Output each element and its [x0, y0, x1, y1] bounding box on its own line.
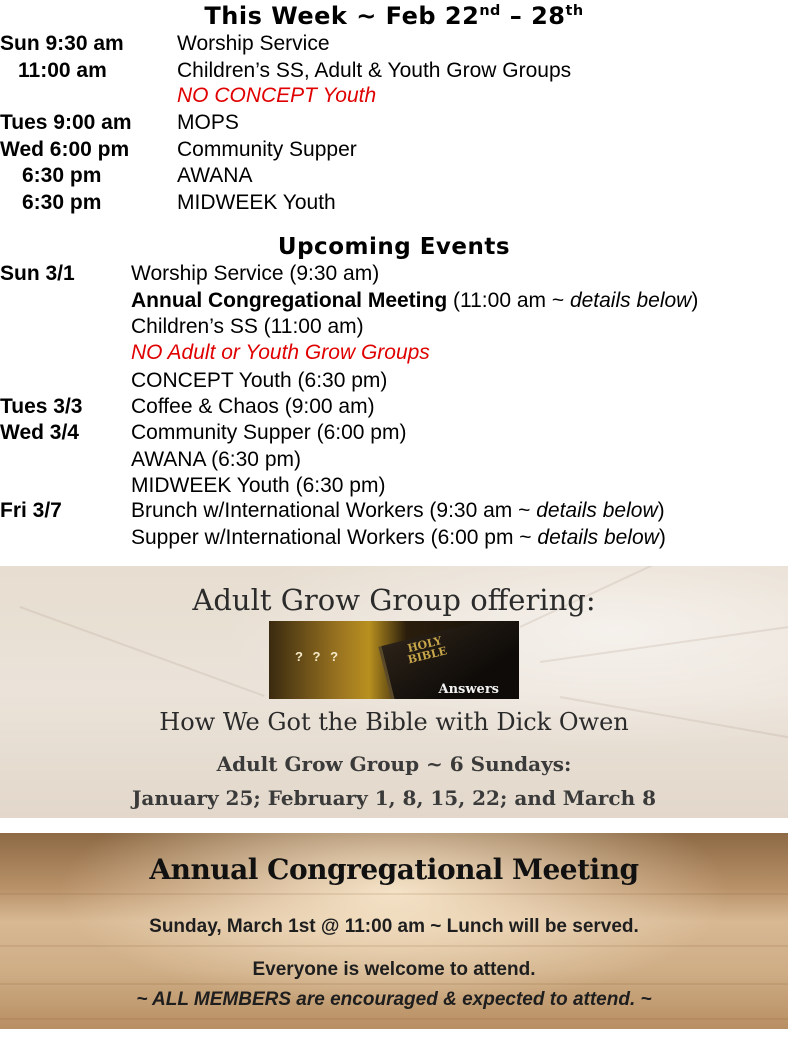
bible-answers-image — [269, 621, 519, 699]
upcoming-row-date: Wed 3/4 — [0, 421, 79, 444]
upcoming-row-date: Sun 3/1 — [0, 262, 75, 285]
annual-meeting-banner — [0, 833, 788, 1029]
upcoming-row-event — [131, 288, 698, 314]
wood-grain — [0, 1018, 788, 1020]
details-below-text: details below — [569, 289, 692, 312]
palm-leaf-decoration — [540, 625, 788, 663]
upcoming-row-event: Worship Service (9:30 am) — [131, 262, 380, 285]
upcoming-row-event: AWANA (6:30 pm) — [131, 448, 301, 471]
grow-banner-title: Adult Grow Group offering: — [192, 583, 596, 617]
week-row-time: Tues 9:00 am — [0, 111, 132, 134]
week-row-event: Children’s SS, Adult & Youth Grow Groups — [177, 59, 572, 82]
adult-grow-group-banner — [0, 566, 788, 818]
upcoming-events-heading: Upcoming Events — [277, 234, 511, 260]
upcoming-row-event: NO Adult or Youth Grow Groups — [131, 341, 430, 364]
close-paren: ) — [657, 499, 665, 522]
upcoming-row-date: Fri 3/7 — [0, 499, 62, 522]
upcoming-row-event: CONCEPT Youth (6:30 pm) — [131, 369, 388, 392]
event-text: Supper w/International Workers (6:00 pm ~ — [131, 526, 538, 549]
meeting-members-line: ~ ALL MEMBERS are encouraged & expected to attend. ~ — [136, 989, 652, 1010]
week-row-event: Community Supper — [177, 138, 357, 161]
meeting-welcome-line: Everyone is welcome to attend. — [252, 959, 536, 980]
holy-bible-cover-text: HOLY BIBLE — [406, 634, 449, 667]
week-row-event: Worship Service — [177, 32, 330, 55]
meeting-date-line: Sunday, March 1st @ 11:00 am ~ Lunch will be served. — [149, 916, 639, 937]
upcoming-row-event — [131, 525, 666, 551]
answers-label: Answers — [438, 682, 499, 697]
details-below-text: details below — [537, 526, 659, 549]
grow-banner-dates: January 25; February 1, 8, 15, 22; and March 8 — [131, 786, 657, 810]
meeting-event-name: Annual Congregational Meeting — [131, 289, 448, 312]
upcoming-row-event: Coffee & Chaos (9:00 am) — [131, 395, 375, 418]
close-paren: ) — [691, 289, 699, 312]
upcoming-row-event: MIDWEEK Youth (6:30 pm) — [131, 474, 386, 497]
week-row-time: Sun 9:30 am — [0, 32, 124, 55]
details-below-text: details below — [536, 499, 658, 522]
week-row-event: MIDWEEK Youth — [177, 191, 336, 214]
wood-grain — [0, 945, 788, 947]
week-row-time: Wed 6:00 pm — [0, 138, 130, 161]
this-week-heading: This Week ~ Feb 22nd – 28th — [204, 2, 584, 30]
upcoming-row-event: Children’s SS (11:00 am) — [131, 315, 364, 338]
week-row-event: MOPS — [177, 111, 239, 134]
close-paren: ) — [658, 526, 666, 549]
grow-banner-schedule-heading: Adult Grow Group ~ 6 Sundays: — [216, 752, 572, 776]
question-marks: ? ? ? — [295, 649, 342, 664]
upcoming-row-event: Community Supper (6:00 pm) — [131, 421, 407, 444]
week-row-time: 6:30 pm — [22, 164, 102, 187]
week-row-event: AWANA — [177, 164, 253, 187]
meeting-banner-title: Annual Congregational Meeting — [149, 853, 639, 886]
week-row-time: 6:30 pm — [22, 191, 102, 214]
event-time-text: (11:00 am ~ — [447, 289, 570, 312]
upcoming-row-date: Tues 3/3 — [0, 395, 83, 418]
week-row-time: 11:00 am — [18, 59, 107, 82]
palm-leaf-decoration — [20, 606, 265, 697]
upcoming-row-event — [131, 498, 665, 524]
event-text: Brunch w/International Workers (9:30 am ~ — [131, 499, 537, 522]
wood-grain — [0, 893, 788, 895]
week-row-event: NO CONCEPT Youth — [177, 84, 377, 107]
grow-banner-subtitle: How We Got the Bible with Dick Owen — [159, 708, 629, 736]
